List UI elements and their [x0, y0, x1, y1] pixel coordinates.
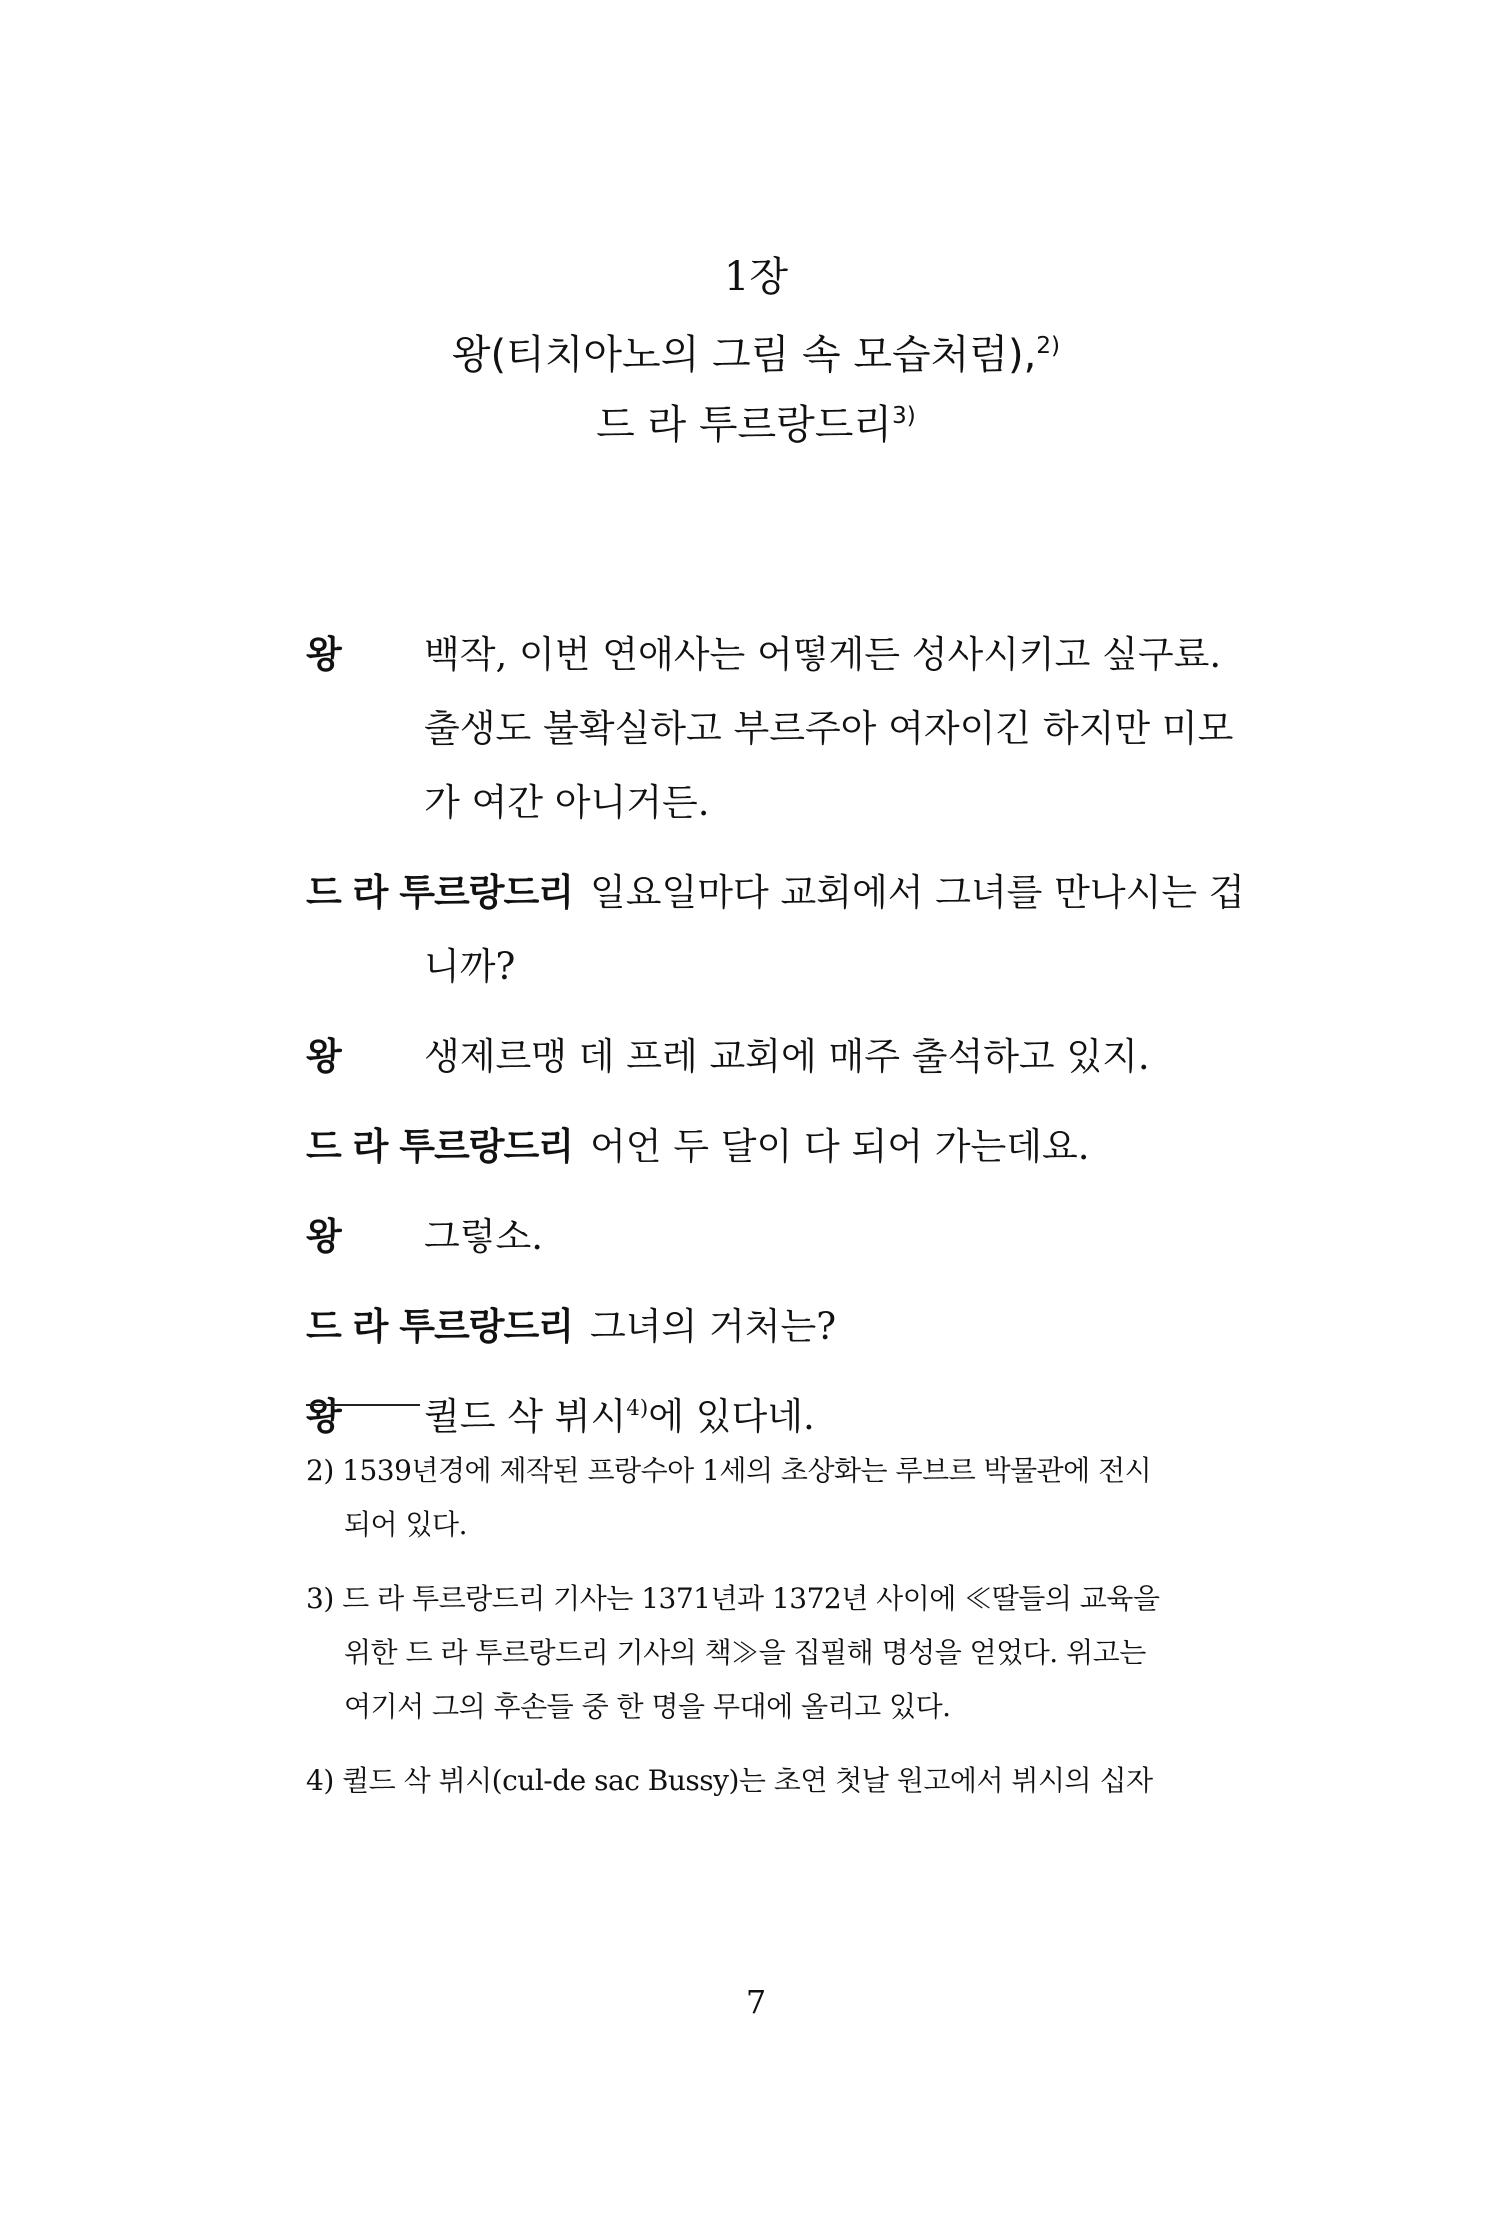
footnote-4 [306, 1754, 1246, 1808]
footnote-divider [306, 1404, 420, 1406]
character-king-label: 왕(티치아노의 그림 속 모습처럼), [451, 332, 1037, 378]
speaker-name: 드 라 투르랑드리 [306, 1125, 573, 1168]
speech-text: 어언 두 달이 다 되어 가는데요. [590, 1125, 1090, 1168]
character-line-tourlandry [0, 396, 1512, 466]
speech-line: 가 여간 아니거든. [424, 781, 710, 824]
dialogue-turn [306, 1200, 1246, 1274]
footnote-ref-4: 4) [626, 1396, 649, 1422]
footnote-line: 되어 있다. [344, 1508, 467, 1541]
speech-text: 에 있다네. [648, 1395, 815, 1438]
speaker-name: 드 라 투르랑드리 [306, 1305, 573, 1348]
speaker-name: 왕 [306, 1215, 341, 1258]
character-tourlandry-label: 드 라 투르랑드리 [596, 402, 893, 448]
dialogue-turn [306, 1290, 1246, 1364]
footnote-line: 2) 1539년경에 제작된 프랑수아 1세의 초상화는 루브르 박물관에 전시 [306, 1454, 1152, 1487]
speech-line: 니까? [424, 945, 516, 988]
footnote-line: 여기서 그의 후손들 중 한 명을 무대에 올리고 있다. [344, 1690, 951, 1723]
page-number: 7 [745, 1983, 767, 2021]
footnote-ref-2: 2) [1036, 331, 1061, 359]
speech-text: 퀼드 삭 뷔시 [424, 1395, 627, 1438]
dialogue-turn [306, 618, 1246, 840]
footnote-line: 위한 드 라 투르랑드리 기사의 책≫을 집필해 명성을 얻었다. 위고는 [344, 1636, 1146, 1669]
footnote-2 [306, 1444, 1246, 1552]
speech-line [306, 1290, 1246, 1364]
footnote-line: 3) 드 라 투르랑드리 기사는 1371년과 1372년 사이에 ≪딸들의 교육을 [306, 1582, 1160, 1615]
footnote-ref-3: 3) [892, 401, 916, 429]
footnote-line: 4) 퀼드 삭 뷔시(cul-de sac Bussy)는 초연 첫날 원고에서 뷔시의 십자 [306, 1764, 1153, 1797]
chapter-title: 1장 [723, 254, 789, 300]
speech-line: 백작, 이번 연애사는 어떻게든 성사시키고 싶구료. [424, 633, 1222, 676]
speech-line [306, 1380, 1246, 1454]
footnote-3 [306, 1572, 1246, 1734]
dialogue [306, 618, 1246, 1470]
dialogue-turn [306, 856, 1246, 1004]
speaker-name: 왕 [306, 1035, 341, 1078]
character-line-king [0, 326, 1512, 396]
footnotes [306, 1444, 1246, 1828]
speech-line [306, 856, 1246, 930]
speech-line: 출생도 불확실하고 부르주아 여자이긴 하지만 미모 [424, 707, 1234, 750]
speaker-name: 드 라 투르랑드리 [306, 871, 573, 914]
speech-line: 생제르맹 데 프레 교회에 매주 출석하고 있지. [424, 1035, 1150, 1078]
dialogue-turn [306, 1380, 1246, 1454]
dialogue-turn [306, 1020, 1246, 1094]
speech-line: 그렇소. [424, 1215, 543, 1258]
speech-line [306, 1110, 1246, 1184]
speaker-name: 왕 [306, 633, 341, 676]
speaker-name: 왕 [306, 1395, 341, 1438]
scene-heading [0, 248, 1512, 466]
dialogue-turn [306, 1110, 1246, 1184]
speech-text: 그녀의 거처는? [590, 1305, 837, 1348]
speech-text: 일요일마다 교회에서 그녀를 만나시는 겁 [590, 871, 1245, 914]
